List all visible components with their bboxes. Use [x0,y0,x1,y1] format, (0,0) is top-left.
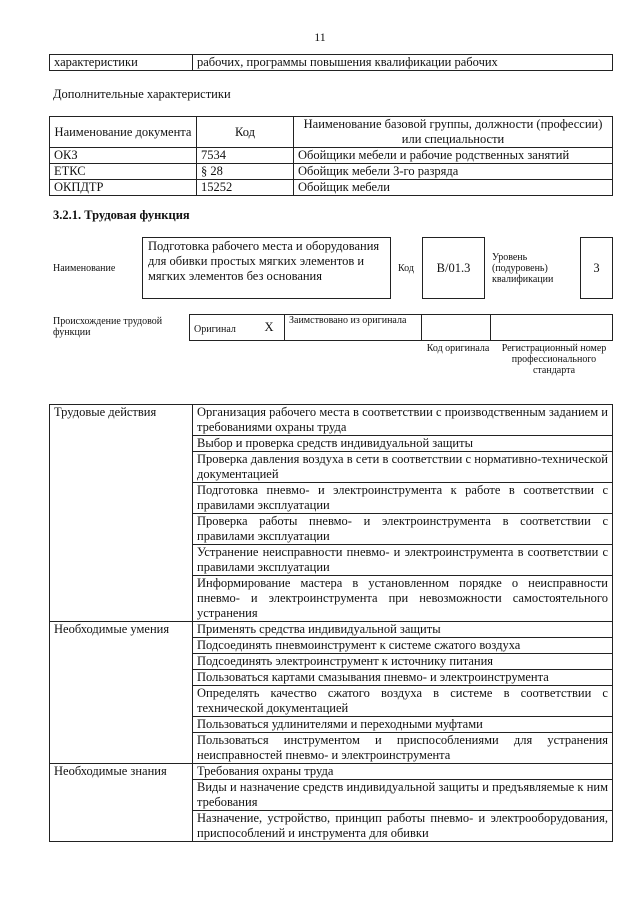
level-box [580,237,613,299]
original-mark-cell [254,315,285,341]
page-number: 11 [314,30,326,44]
original-label: Оригинал [194,323,236,335]
additional-header-code: Код [197,117,294,148]
additional-header-doc: Наименование документа [50,117,197,148]
additional-cell: Обойщики мебели и рабочие родственных занятий [294,148,613,164]
table-row [50,405,613,436]
borrowed-label: Заимствовано из оригинала [285,315,422,341]
additional-cell: ОКЗ [50,148,197,164]
additional-header-name: Наименование базовой группы, должности (профессии) или специальности [294,117,613,148]
code-original-cell [422,315,491,341]
function-heading: 3.2.1. Трудовая функция [53,208,190,222]
top-table-col1: характеристики [50,55,193,71]
section-title-skills: Необходимые умения [50,622,193,764]
list-item: Подсоединять пневмоинструмент к системе сжатого воздуха [193,638,613,654]
additional-row [50,164,613,180]
additional-cell: ЕТКС [50,164,197,180]
list-item: Виды и назначение средств индивидуальной защиты и предъявляемые к ним требования [193,780,613,811]
additional-heading: Дополнительные характеристики [53,87,231,101]
list-item: Выбор и проверка средств индивидуальной защиты [193,436,613,452]
code-original-label: Код оригинала [426,343,490,354]
function-name-value: Подготовка рабочего места и оборудования для обивки простых мягких элементов и мягких элементов без основания [148,239,380,283]
section-title-knowledge: Необходимые знания [50,764,193,842]
table-row [50,622,613,638]
code-value: B/01.3 [436,261,471,275]
list-item: Назначение, устройство, принцип работы пневмо- и электрооборудования, приспособлений и инструмента для обивки [193,811,613,842]
code-label: Код [398,263,414,274]
additional-cell: 7534 [197,148,294,164]
list-item: Организация рабочего места в соответствии с производственным заданием и требованиями охраны труда [193,405,613,436]
list-item: Применять средства индивидуальной защиты [193,622,613,638]
list-item: Пользоваться инструментом и приспособлениями для устранения неисправностей пневмо- и электроинструмента [193,733,613,764]
top-table-col2: рабочих, программы повышения квалификации рабочих [193,55,613,71]
level-value: 3 [593,261,600,275]
section-title-labor-actions: Трудовые действия [50,405,193,622]
reg-number-label: Регистрационный номер профессионального стандарта [501,343,607,376]
code-box [422,237,485,299]
original-cell [190,315,255,341]
table-row [50,764,613,780]
list-item: Требования охраны труда [193,764,613,780]
list-item: Проверка давления воздуха в сети в соответствии с нормативно-технической документацией [193,452,613,483]
additional-row [50,180,613,196]
origin-label: Происхождение трудовой функции [53,316,163,338]
additional-cell: Обойщик мебели [294,180,613,196]
additional-row [50,148,613,164]
main-table [49,404,613,842]
list-item: Определять качество сжатого воздуха в системе в соответствии с технической документацией [193,686,613,717]
list-item: Проверка работы пневмо- и электроинструмента в соответствии с правилами эксплуатации [193,514,613,545]
additional-cell: Обойщик мебели 3-го разряда [294,164,613,180]
list-item: Подготовка пневмо- и электроинструмента к работе в соответствии с правилами эксплуатации [193,483,613,514]
name-label: Наименование [53,263,116,274]
top-table [49,54,613,71]
reg-number-cell [491,315,613,341]
original-mark: X [264,320,274,334]
origin-table [189,314,613,341]
additional-cell: 15252 [197,180,294,196]
list-item: Устранение неисправности пневмо- и электроинструмента в соответствии с правилами эксплуатации [193,545,613,576]
additional-table [49,116,613,196]
list-item: Подсоединять электроинструмент к источнику питания [193,654,613,670]
level-label: Уровень (подуровень) квалификации [492,252,554,285]
list-item: Информирование мастера в установленном порядке о неисправности пневмо- и электроинструмента при невозможности самостоятельного устранения [193,576,613,622]
additional-cell: ОКПДТР [50,180,197,196]
list-item: Пользоваться удлинителями и переходными муфтами [193,717,613,733]
additional-cell: § 28 [197,164,294,180]
list-item: Пользоваться картами смазывания пневмо- и электроинструмента [193,670,613,686]
function-name-box [142,237,391,299]
